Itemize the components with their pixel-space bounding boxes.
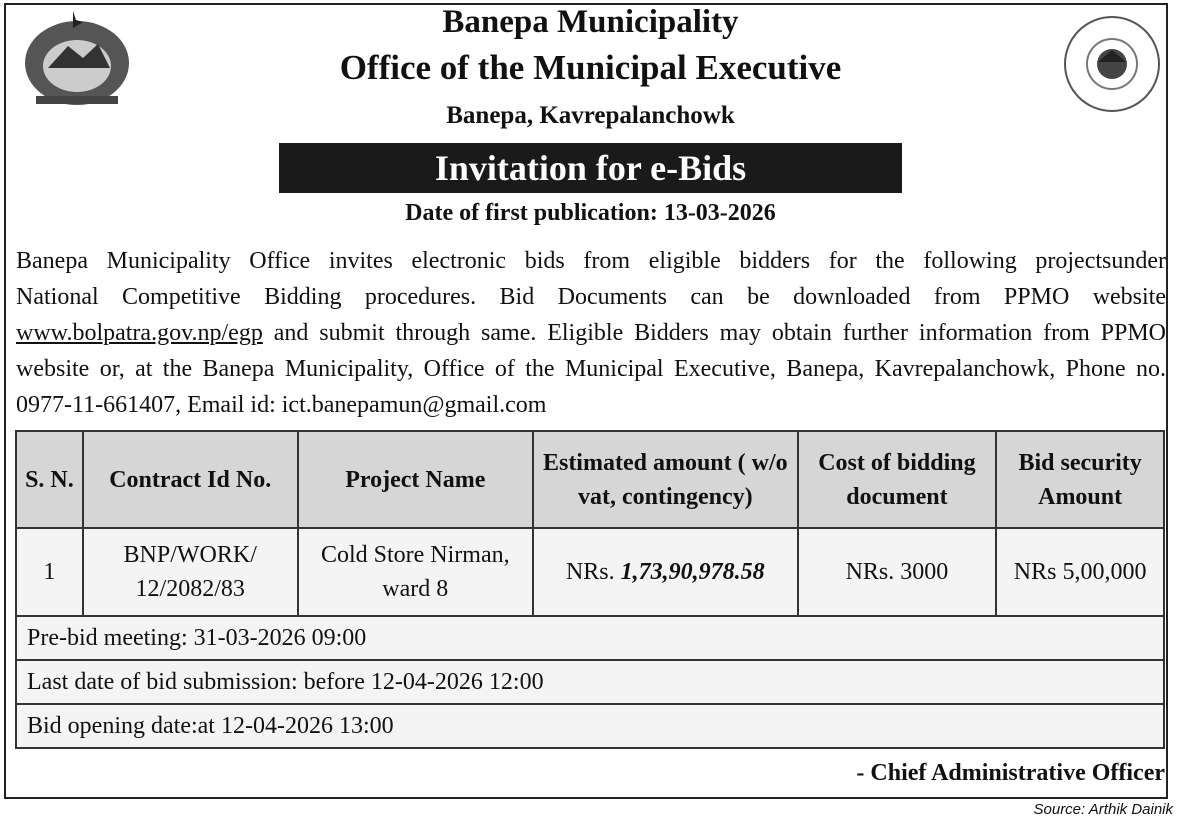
cell-cost-document: NRs. 3000 [798, 528, 997, 616]
header-project-name: Project Name [298, 431, 533, 528]
cell-project-name: Cold Store Nirman, ward 8 [298, 528, 533, 616]
source-credit: Source: Arthik Dainik [1033, 801, 1173, 818]
header-contract-id: Contract Id No. [83, 431, 298, 528]
cell-bid-security: NRs 5,00,000 [996, 528, 1164, 616]
pre-bid-meeting: Pre-bid meeting: 31-03-2026 09:00 [16, 616, 1164, 660]
publication-date: Date of first publication: 13-03-2026 [405, 200, 776, 226]
estimate-value: 1,73,90,978.58 [620, 559, 765, 585]
signature: - Chief Administrative Officer [856, 760, 1165, 786]
office-title: Office of the Municipal Executive [339, 48, 842, 87]
table-row [16, 528, 1164, 616]
invitation-banner: Invitation for e-Bids [279, 143, 902, 193]
opening-row [16, 704, 1164, 748]
header-cost-document: Cost of bidding document [798, 431, 997, 528]
bid-opening-date: Bid opening date:at 12-04-2026 13:00 [16, 704, 1164, 748]
contact-line: 0977-11-661407, Email id: ict.banepamun@gmail.com [16, 392, 547, 418]
municipality-title: Banepa Municipality [442, 4, 739, 40]
header-bid-security: Bid security Amount [996, 431, 1164, 528]
header-estimated-amount: Estimated amount ( w/o vat, contingency) [533, 431, 798, 528]
currency-prefix: NRs. [565, 559, 621, 585]
body-line: Banepa Municipality Office invites electronic bids from eligible bidders for the following projectsunder [16, 248, 1166, 274]
cell-estimated-amount [533, 528, 798, 616]
pre-bid-row [16, 616, 1164, 660]
body-line: National Competitive Bidding procedures. Bid Documents can be downloaded from PPMO website [16, 284, 1166, 310]
cell-sn: 1 [16, 528, 83, 616]
last-submission-date: Last date of bid submission: before 12-04-2026 12:00 [16, 660, 1164, 704]
ppmo-link[interactable]: www.bolpatra.gov.np/egp [16, 320, 263, 346]
bid-table [15, 430, 1165, 749]
submission-row [16, 660, 1164, 704]
body-line: website or, at the Banepa Municipality, Office of the Municipal Executive, Banepa, Kavrepalanchowk, Phone no. [16, 356, 1166, 382]
cell-contract-id: BNP/WORK/ 12/2082/83 [83, 528, 298, 616]
location: Banepa, Kavrepalanchowk [446, 102, 735, 129]
table-header-row [16, 431, 1164, 528]
header-sn: S. N. [16, 431, 83, 528]
notice-body [16, 243, 1166, 423]
body-line: and submit through same. Eligible Bidders may obtain further information from PPMO [262, 320, 1166, 346]
